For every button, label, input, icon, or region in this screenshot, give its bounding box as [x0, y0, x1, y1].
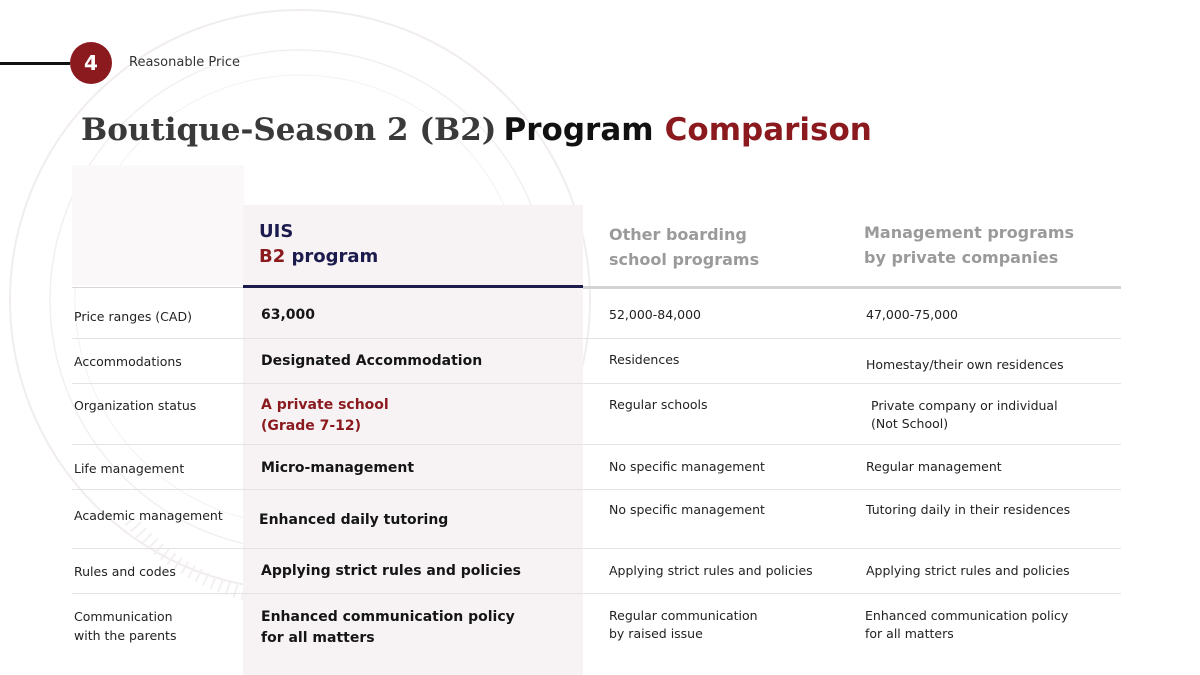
header-rule — [0, 62, 70, 65]
uis-academic: Enhanced daily tutoring — [259, 512, 449, 528]
row-label-rules: Rules and codes — [74, 564, 176, 579]
other-academic: No specific management — [609, 502, 765, 517]
row-label-price: Price ranges (CAD) — [74, 309, 192, 324]
row-divider — [72, 593, 1121, 594]
label-column-shade — [72, 165, 244, 285]
section-label: Reasonable Price — [129, 55, 241, 70]
page-title — [81, 112, 872, 148]
row-divider — [72, 383, 1121, 384]
title-part-serif: Boutique-Season 2 (B2) — [81, 112, 497, 148]
management-rules: Applying strict rules and policies — [866, 563, 1070, 578]
management-price: 47,000-75,000 — [866, 307, 958, 322]
management-communication: Enhanced communication policy for all matters — [865, 608, 1069, 641]
uis-header-rest: program — [285, 246, 379, 267]
uis-organization: A private school (Grade 7-12) — [261, 397, 389, 434]
uis-header-line1: UIS — [259, 221, 294, 242]
management-organization: Private company or individual (Not School) — [871, 398, 1058, 431]
row-label-organization: Organization status — [74, 398, 197, 413]
uis-header-accent: B2 — [259, 246, 286, 267]
column-header-uis — [259, 219, 378, 269]
row-label-accommodations: Accommodations — [74, 354, 182, 369]
uis-communication: Enhanced communication policy for all matters — [261, 609, 515, 646]
title-part-program: Program — [503, 112, 654, 148]
other-accommodations: Residences — [609, 352, 680, 367]
header-divider-left — [72, 287, 243, 288]
section-number-badge: 4 — [70, 42, 112, 84]
row-divider — [72, 489, 1121, 490]
other-rules: Applying strict rules and policies — [609, 563, 813, 578]
row-label-communication: Communication with the parents — [74, 609, 177, 643]
row-divider — [72, 548, 1121, 549]
row-divider — [72, 444, 1121, 445]
row-label-academic: Academic management — [74, 508, 223, 523]
other-life: No specific management — [609, 459, 765, 474]
management-academic: Tutoring daily in their residences — [866, 502, 1071, 517]
title-part-comparison: Comparison — [664, 112, 872, 148]
uis-life: Micro-management — [261, 460, 415, 476]
header-divider-rest — [583, 286, 1121, 289]
header-divider-uis — [243, 285, 583, 288]
row-label-life: Life management — [74, 461, 185, 476]
uis-accommodations: Designated Accommodation — [261, 353, 483, 369]
uis-price: 63,000 — [261, 307, 316, 323]
column-header-other-boarding: Other boarding school programs — [609, 225, 760, 269]
management-accommodations: Homestay/their own residences — [866, 357, 1064, 372]
column-header-management: Management programs by private companies — [864, 223, 1075, 267]
other-organization: Regular schools — [609, 397, 708, 412]
row-divider — [72, 338, 1121, 339]
management-life: Regular management — [866, 459, 1002, 474]
other-communication: Regular communication by raised issue — [609, 608, 758, 641]
uis-rules: Applying strict rules and policies — [261, 563, 521, 579]
uis-column-highlight — [243, 205, 583, 675]
other-price: 52,000-84,000 — [609, 307, 701, 322]
